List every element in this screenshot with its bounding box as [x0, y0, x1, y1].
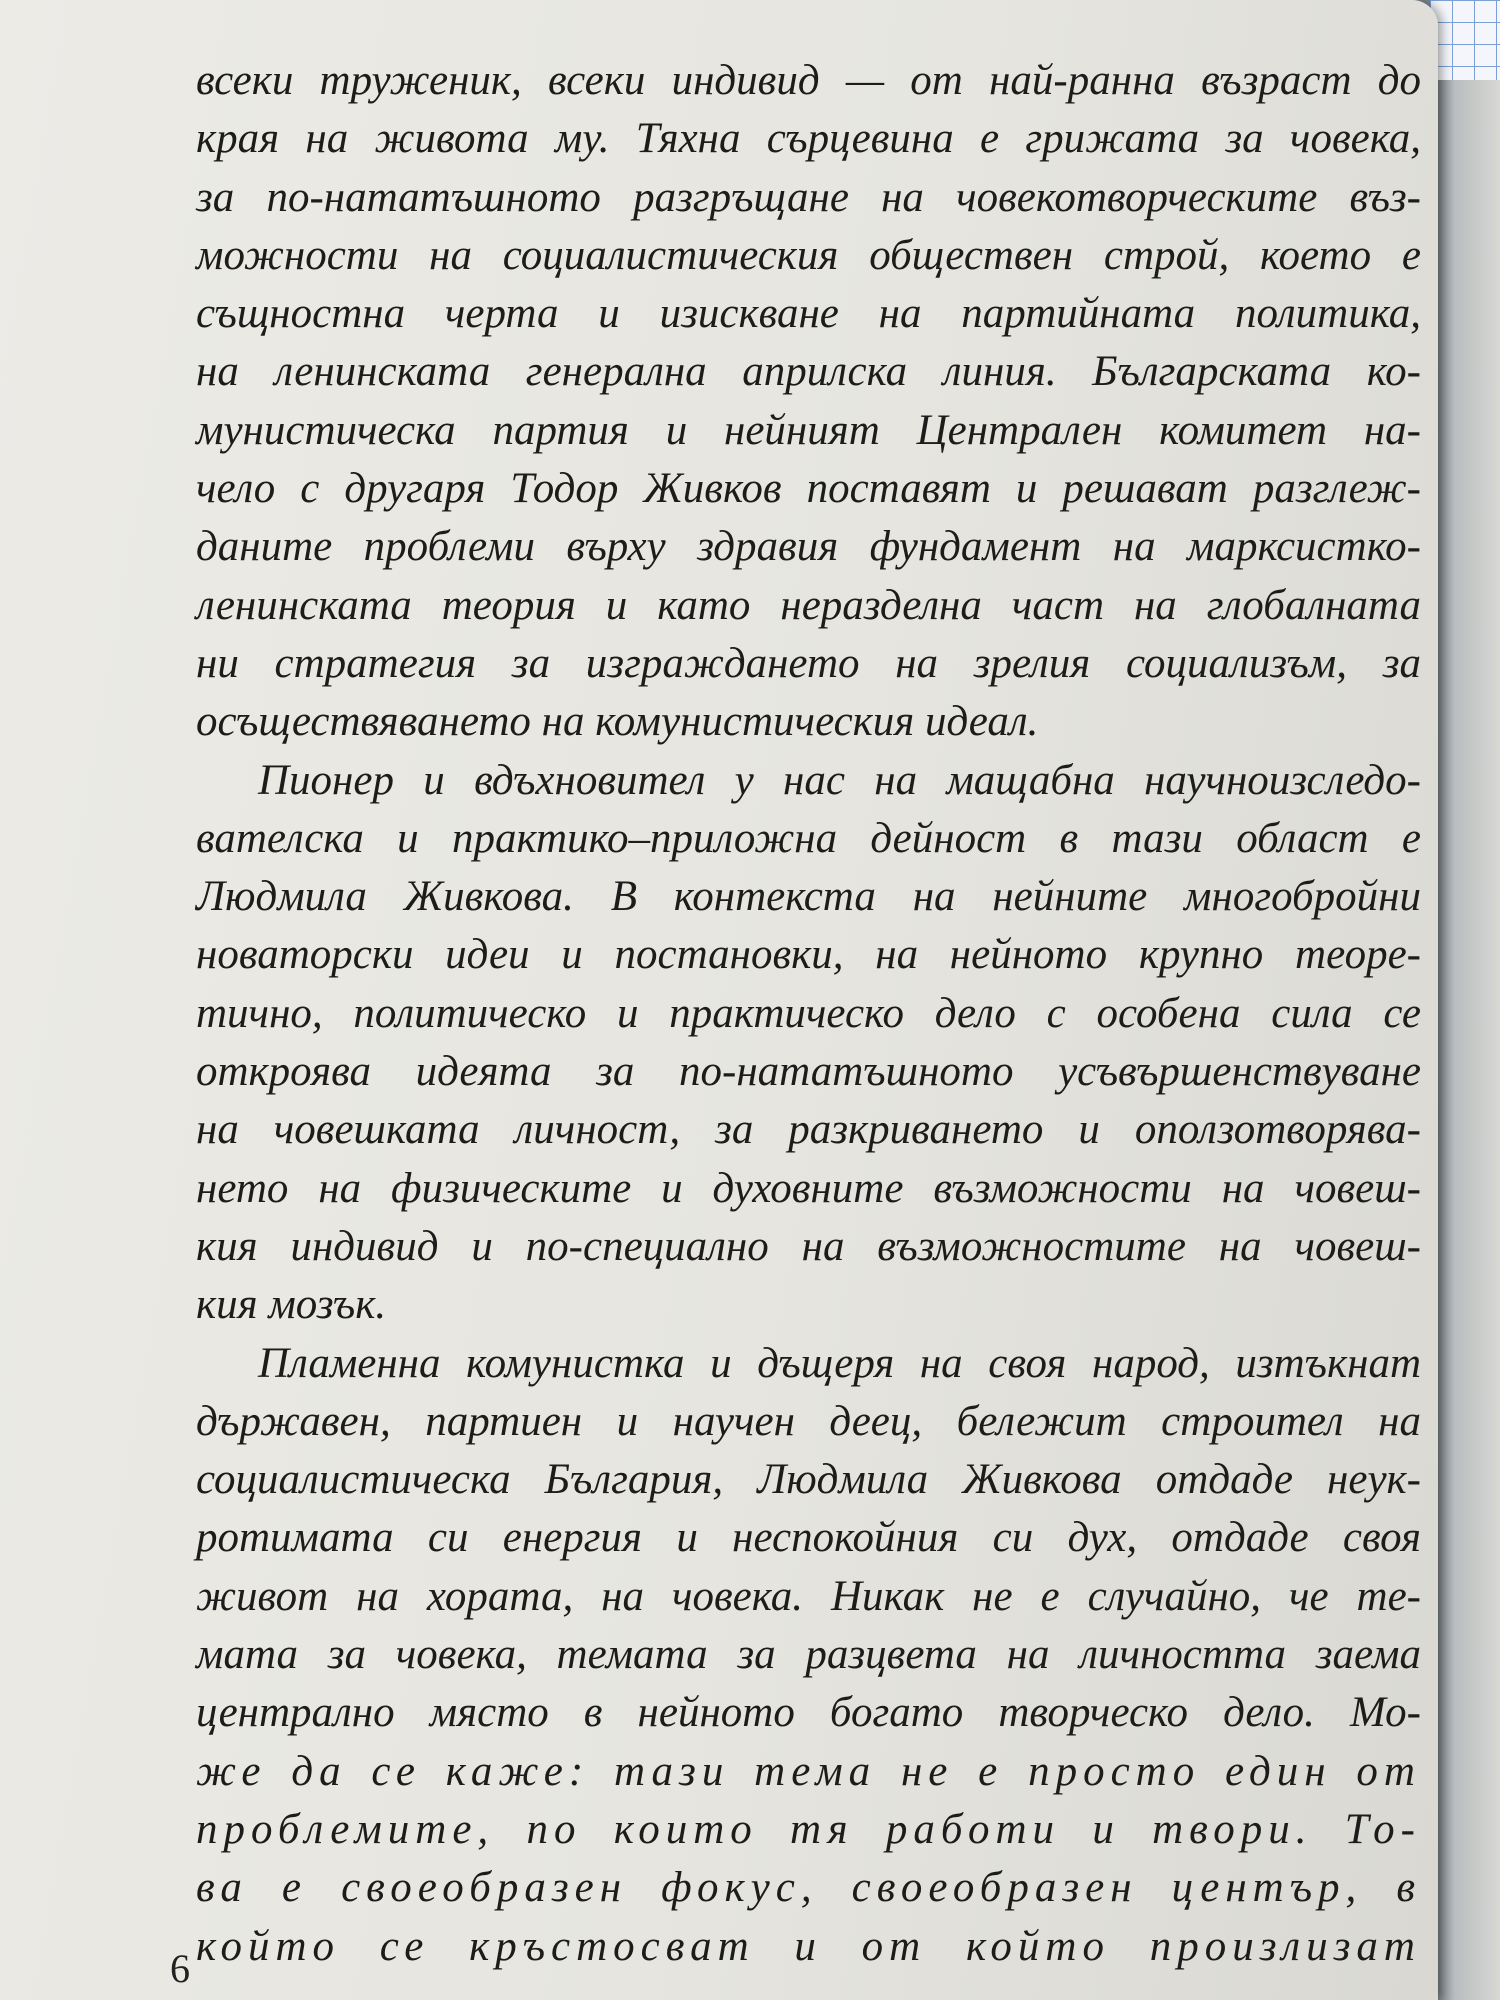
text-line: можности на социалистическия обществен строй, което е	[196, 231, 1421, 279]
text-line: вателска и практико–приложна дейност в тази област е	[196, 814, 1421, 862]
page-text	[196, 52, 1421, 1976]
text-line: който се кръстосват и от който произлизат	[196, 1922, 1421, 1970]
text-line: всеки труженик, всеки индивид — от най-ранна възраст до	[196, 57, 1421, 104]
text-line: централно място в нейното богато творческо дело. Мо-	[196, 1689, 1421, 1737]
text-line: държавен, партиен и научен деец, бележит строител на	[196, 1397, 1421, 1445]
text-line: осъществяването на комунистическия идеал.	[196, 698, 1039, 746]
text-line: Пламенна комунистка и дъщеря на своя народ, изтъкнат	[258, 1339, 1421, 1387]
text-line: мата за човека, темата за разцвета на личността заема	[196, 1631, 1421, 1679]
text-line: ротимата си енергия и неспокойния си дух, отдаде своя	[196, 1514, 1421, 1562]
text-line: кия мозък.	[196, 1281, 387, 1329]
text-line: нето на физическите и духовните възможности на човеш-	[196, 1164, 1421, 1212]
text-line: на ленинската генерална априлска линия. Българската ко-	[196, 348, 1421, 396]
text-line: социалистическа България, Людмила Живкова отдаде неук-	[196, 1456, 1421, 1504]
text-line: Людмила Живкова. В контекста на нейните многобройни	[196, 873, 1421, 921]
text-line: новаторски идеи и постановки, на нейното крупно теоре-	[196, 931, 1421, 979]
text-line: же да се каже: тази тема не е просто един от	[196, 1747, 1421, 1795]
text-line: за по-нататъшното разгръщане на човекотворческите въз-	[196, 173, 1421, 221]
text-line: кия индивид и по-специално на възможностите на човеш-	[196, 1222, 1421, 1270]
text-line: проблемите, по които тя работи и твори. То-	[196, 1805, 1421, 1853]
text-line: същностна черта и изискване на партийната политика,	[196, 290, 1421, 338]
text-line: тично, политическо и практическо дело с особена сила се	[196, 989, 1421, 1037]
text-line: ва е своеобразен фокус, своеобразен център, в	[196, 1864, 1421, 1912]
page-number: 6	[170, 1946, 190, 1991]
text-line: откроява идеята за по-нататъшното усъвършенствуване	[196, 1048, 1421, 1096]
text-line: Пионер и вдъхновител у нас на мащабна научноизследо-	[258, 756, 1421, 804]
text-line: даните проблеми върху здравия фундамент на марксистко-	[196, 523, 1421, 571]
text-line: края на живота му. Тяхна сърцевина е грижата за човека,	[196, 115, 1421, 163]
text-line: на човешката личност, за разкриването и оползотворява-	[196, 1106, 1421, 1154]
text-line: живот на хората, на човека. Никак не е случайно, че те-	[196, 1572, 1421, 1620]
text-line: ни стратегия за изграждането на зрелия социализъм, за	[196, 639, 1421, 687]
text-line: ленинската теория и като неразделна част на глобалната	[196, 581, 1421, 629]
text-line: мунистическа партия и нейният Централен комитет на-	[196, 406, 1421, 454]
text-line: чело с другаря Тодор Живков поставят и решават разглеж-	[196, 465, 1421, 513]
next-page-edge	[1430, 80, 1500, 2000]
